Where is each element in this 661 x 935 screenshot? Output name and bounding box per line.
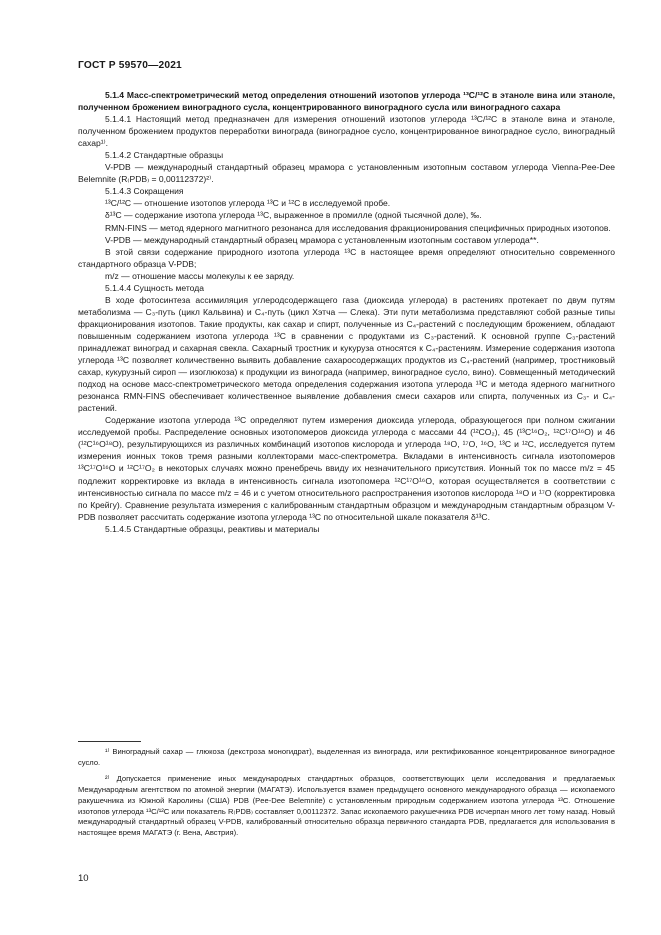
footnotes	[78, 747, 615, 839]
paragraph: ¹³C/¹²C — отношение изотопов углерода ¹³C и ¹²C в исследуемой пробе.	[105, 198, 391, 209]
paragraph: В этой связи содержание природного изотопа углерода ¹³C в настоящее время определяют относительно современного стандартного образца V-PDB;	[78, 246, 615, 269]
subsection-heading: 5.1.4.3 Сокращения	[105, 186, 184, 197]
document-header: ГОСТ Р 59570—2021	[78, 60, 182, 71]
subsection-heading: 5.1.4.4 Сущность метода	[105, 282, 204, 293]
section-title: 5.1.4 Масс-спектрометрический метод определения отношений изотопов углерода ¹³C/¹²C в этаноле вина или этаноле, полученном брожением виноградного сусла, концентрированного виноградного сусла или виноградного сахара	[78, 90, 615, 113]
paragraph: δ¹³C — содержание изотопа углерода ¹³C, выраженное в промилле (одной тысячной доле), ‰.	[105, 210, 482, 221]
paragraph: V-PDB — международный стандартный образец мрамора с установленным изотопным составом углерода**.	[105, 234, 539, 245]
paragraph: V-PDB — международный стандартный образец мрамора с установленным изотопным составом углерода Vienna-Pee-Dee Belemnite (R₍PDB₎ = 0,00112372)²⁾.	[78, 162, 615, 185]
paragraph: В ходе фотосинтеза ассимиляция углеродсодержащего газа (диоксида углерода) в растениях протекает по двум путям метаболизма — C₃-путь (цикл Кальвина) и C₄-путь (цикл Хэтча — Слека). Эти пути метаболизма представляют собой разные типы фракционирования изотопов. Такие продукты, как сахар и спирт, полученные из C₄-растений с последующим брожением, обладают повышенным содержанием изотопа углерода ¹³C в сравнении с продуктами из C₃-растений. К основной группе C₃-растений принадлежат виноград и сахарная свекла. Сахарный тростник и кукуруза относятся к C₄-растениям. Измерение содержания изотопа углерода ¹³C позволяет количественно выявить добавление сахаросодержащих продуктов из C₄-растений (например, тростниковый сахар, кукурузный сироп — изоглюкоза) к продукции из винограда (например, виноградное сусло, вино). Совмещенный методический подход на основе масс-спектрометрического метода определения содержания изотопа углерода ¹³C и метода ядерного магнитного резонанса RMN-FINS обеспечивает количественное выявление добавления смеси сахаров или спирта, полученных из C₃- и C₄-растений.	[78, 294, 615, 414]
main-content	[78, 89, 615, 535]
paragraph: m/z — отношение массы молекулы к ее заряду.	[105, 270, 295, 281]
paragraph: 5.1.4.1 Настоящий метод предназначен для измерения отношений изотопов углерода ¹³C/¹²C в этаноле вина и этаноле, полученном брожением продуктов переработки винограда (виноградное сусло, концентрированное виноградное сусло, виноградный сахар¹⁾.	[78, 114, 615, 149]
paragraph: Содержание изотопа углерода ¹³C определяют путем измерения диоксида углерода, образующегося при полном сжигании исследуемой пробы. Распределение основных изотопомеров диоксида углерода с массами 44 (¹²CO₂), 45 (¹³C¹⁶O₂, ¹²C¹⁷O¹⁶O) и 46 (¹²C¹⁶O¹⁸O), результирующихся из различных комбинаций изотопов кислорода и углерода ¹⁸O, ¹⁷O, ¹⁶O, ¹³C и ¹²C, исследуется путем измерения ионных токов тремя разными коллекторами масс-спектрометра. Вкладами в интенсивность сигнала изотопомеров ¹³C¹⁷O¹⁶O и ¹²C¹⁷O₂ в некоторых случаях можно пренебречь ввиду их незначительного присутствия. Ионный ток по массе m/z = 45 подлежит корректировке из вклада в интенсивность сигнала изотопомера ¹²C¹⁷O¹⁶O, которая осуществляется в соответствии с интенсивностью сигнала по массе m/z = 46 и с учетом относительного распространения изотопов кислорода ¹⁸O и ¹⁷O (корректировка по Крейгу). Сравнение результата измерения с калиброванным стандартным образцом и международным стандартным образцом V-PDB позволяет рассчитать содержание изотопа углерода ¹³C по относительной шкале показателя δ¹³C.	[78, 415, 615, 522]
paragraph: RMN-FINS — метод ядерного магнитного резонанса для исследования фракционирования специфичных природных изотопов.	[105, 222, 611, 233]
footnote: ¹⁾ Виноградный сахар — глюкоза (декстроза моногидрат), выделенная из винограда, или ректификованное концентрированное виноградное сусло.	[78, 747, 615, 767]
subsection-heading: 5.1.4.5 Стандартные образцы, реактивы и материалы	[105, 523, 320, 534]
footnote-divider	[78, 741, 141, 742]
footnote: ²⁾ Допускается применение иных международных стандартных образцов, соответствующих цели исследования и предлагаемых Международным агентством по атомной энергии (МАГАТЭ). Используется взамен предыдущего основного международного образца — ископаемого ракушечника из Южной Каролины (США) PDB (Pee-Dee Belemnite) с установленным природным содержанием изотопа углерода ¹³C. Отношение изотопов углерода ¹³C/¹²C или показатель R₍PDB₎ составляет 0,00112372. Запас ископаемого ракушечника PDB исчерпан много лет тому назад. Новый международный стандартный образец V-PDB, калиброванный относительно образца первичного стандарта PDB, предлагается для использования в настоящее время МАГАТЭ (г. Вена, Австрия).	[78, 773, 615, 838]
subsection-heading: 5.1.4.2 Стандартные образцы	[105, 150, 224, 161]
page-number: 10	[78, 873, 89, 884]
